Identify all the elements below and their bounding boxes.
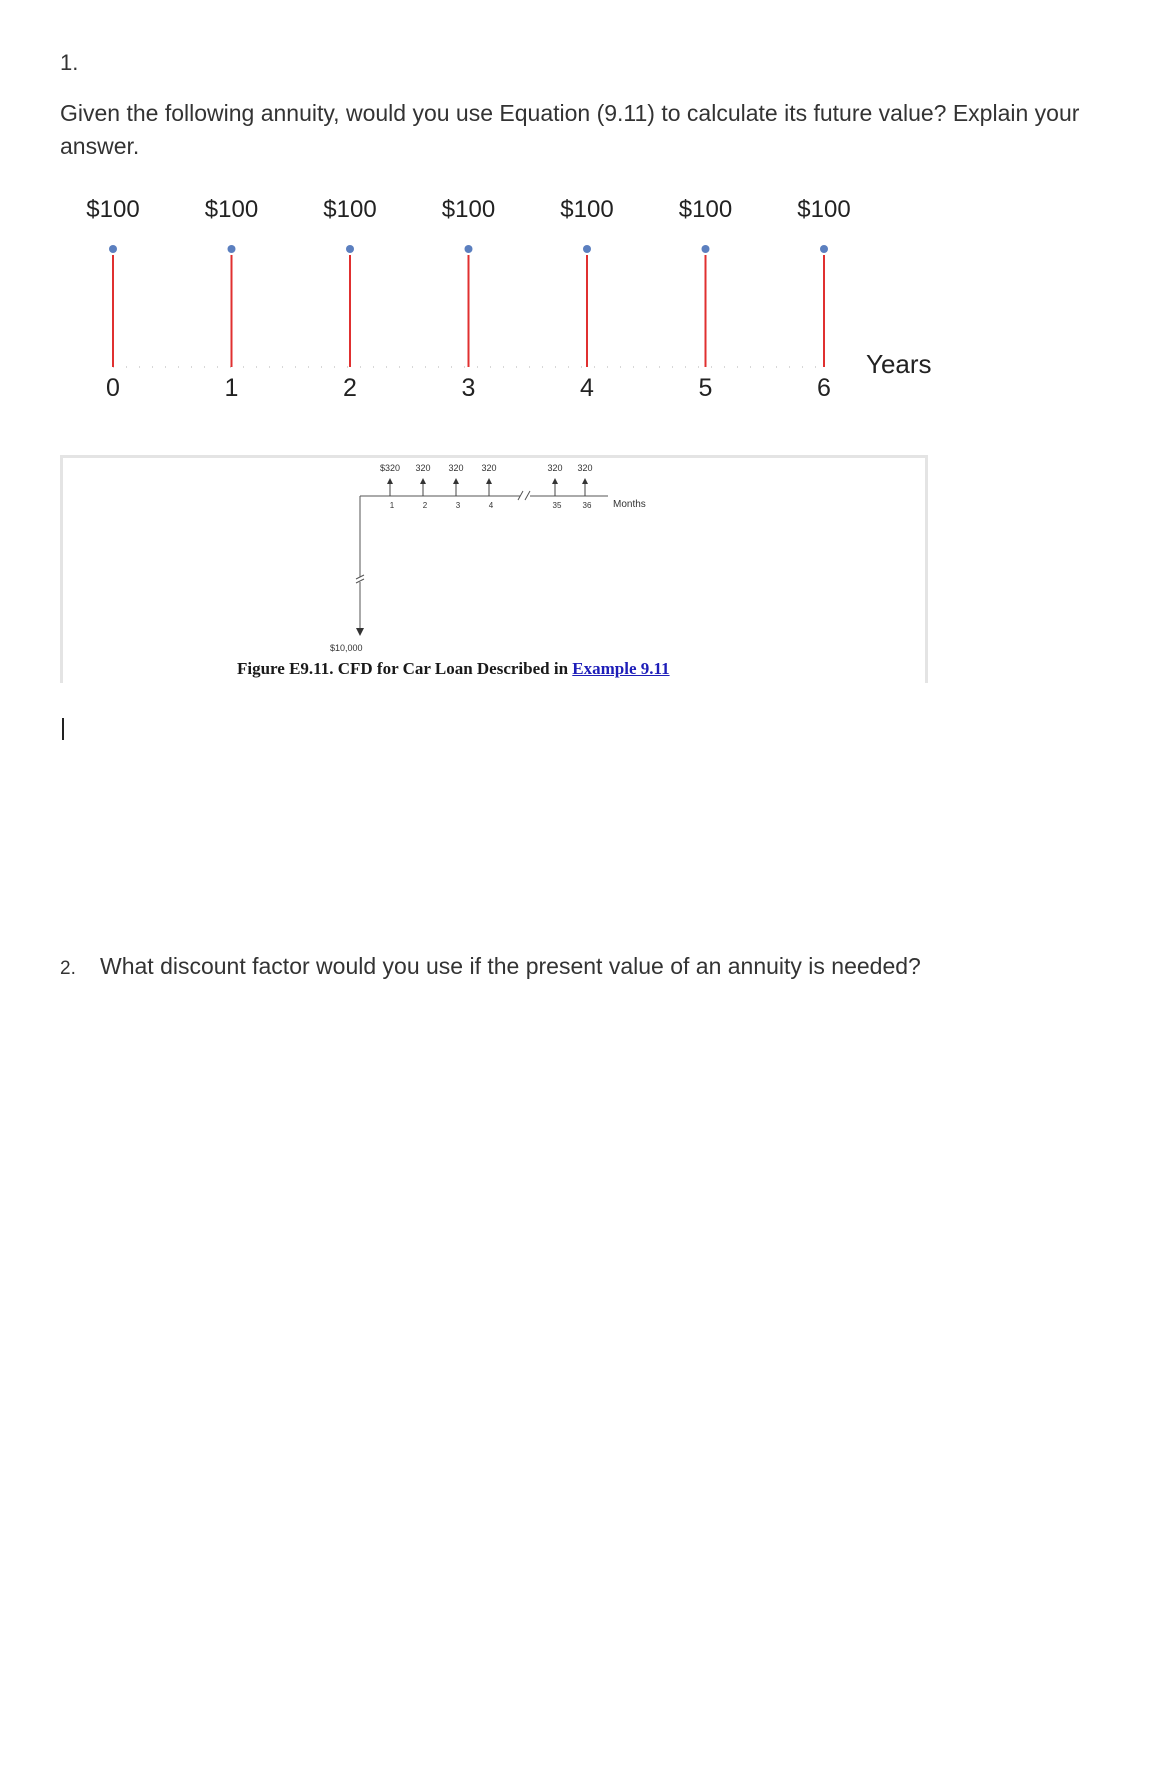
period-label: 2 [343, 374, 357, 402]
cfd-month-label: 4 [488, 501, 494, 510]
cash-flow-dot [465, 245, 473, 253]
period-label: 6 [817, 374, 831, 402]
text-cursor [62, 718, 64, 740]
cfd-payment-label: 320 [415, 463, 431, 473]
cfd-loan-arrow [356, 628, 364, 636]
cash-flow-label: $100 [441, 196, 496, 223]
cfd-month-label: 2 [422, 501, 428, 510]
figure-caption [237, 659, 670, 679]
cfd-payment-arrow [453, 478, 459, 484]
period-label: 1 [224, 374, 239, 402]
cash-flow-label: $100 [86, 196, 140, 223]
cfd-payment-label: 320 [481, 463, 497, 473]
cfd-payment-label: 320 [577, 463, 593, 473]
cfd-payment-label: $320 [379, 463, 401, 473]
car-loan-figure [60, 455, 928, 683]
cash-flow-label: $100 [797, 196, 851, 223]
period-label: 0 [106, 374, 120, 402]
question-1-text: Given the following annuity, would you use Equation (9.11) to calculate its future value? Explain your answer. [60, 100, 1080, 159]
period-label: 4 [580, 374, 594, 402]
figure-caption-text: Figure E9.11. CFD for Car Loan Described in [237, 659, 573, 678]
car-loan-cash-flow-diagram [63, 458, 925, 686]
cash-flow-dot [109, 245, 117, 253]
timeline-axis-label: Years [866, 349, 932, 379]
cfd-payment-arrow [387, 478, 393, 484]
question-2-text: What discount factor would you use if the present value of an annuity is needed? [100, 953, 921, 979]
question-2 [60, 953, 921, 980]
cash-flow-dot [820, 245, 828, 253]
cfd-month-label: 36 [582, 501, 592, 510]
cfd-payment-arrow [420, 478, 426, 484]
question-1-number: 1. [60, 50, 79, 75]
cfd-axis-label: Months [613, 499, 646, 510]
cash-flow-label: $100 [204, 196, 259, 223]
example-link[interactable]: Example 9.11 [572, 659, 670, 678]
period-label: 3 [461, 374, 476, 402]
cfd-loan-amount: $10,000 [330, 643, 363, 653]
cfd-month-label: 35 [552, 501, 562, 510]
period-label: 5 [698, 374, 713, 402]
cash-flow-dot [702, 245, 710, 253]
cash-flow-label: $100 [323, 196, 377, 223]
cash-flow-label: $100 [678, 196, 733, 223]
question-2-number: 2. [60, 958, 76, 979]
annuity-timeline-chart [60, 195, 960, 410]
cash-flow-dot [346, 245, 354, 253]
cash-flow-dot [228, 245, 236, 253]
cfd-payment-label: 320 [448, 463, 464, 473]
cfd-month-label: 3 [455, 501, 461, 510]
timeline-marks [86, 196, 850, 402]
cash-flow-dot [583, 245, 591, 253]
cash-flow-label: $100 [560, 196, 614, 223]
cfd-payment-label: 320 [547, 463, 563, 473]
cfd-month-label: 1 [389, 501, 395, 510]
cfd-marks [356, 463, 608, 636]
cfd-payment-arrow [486, 478, 492, 484]
cfd-payment-arrow [552, 478, 558, 484]
cfd-payment-arrow [582, 478, 588, 484]
